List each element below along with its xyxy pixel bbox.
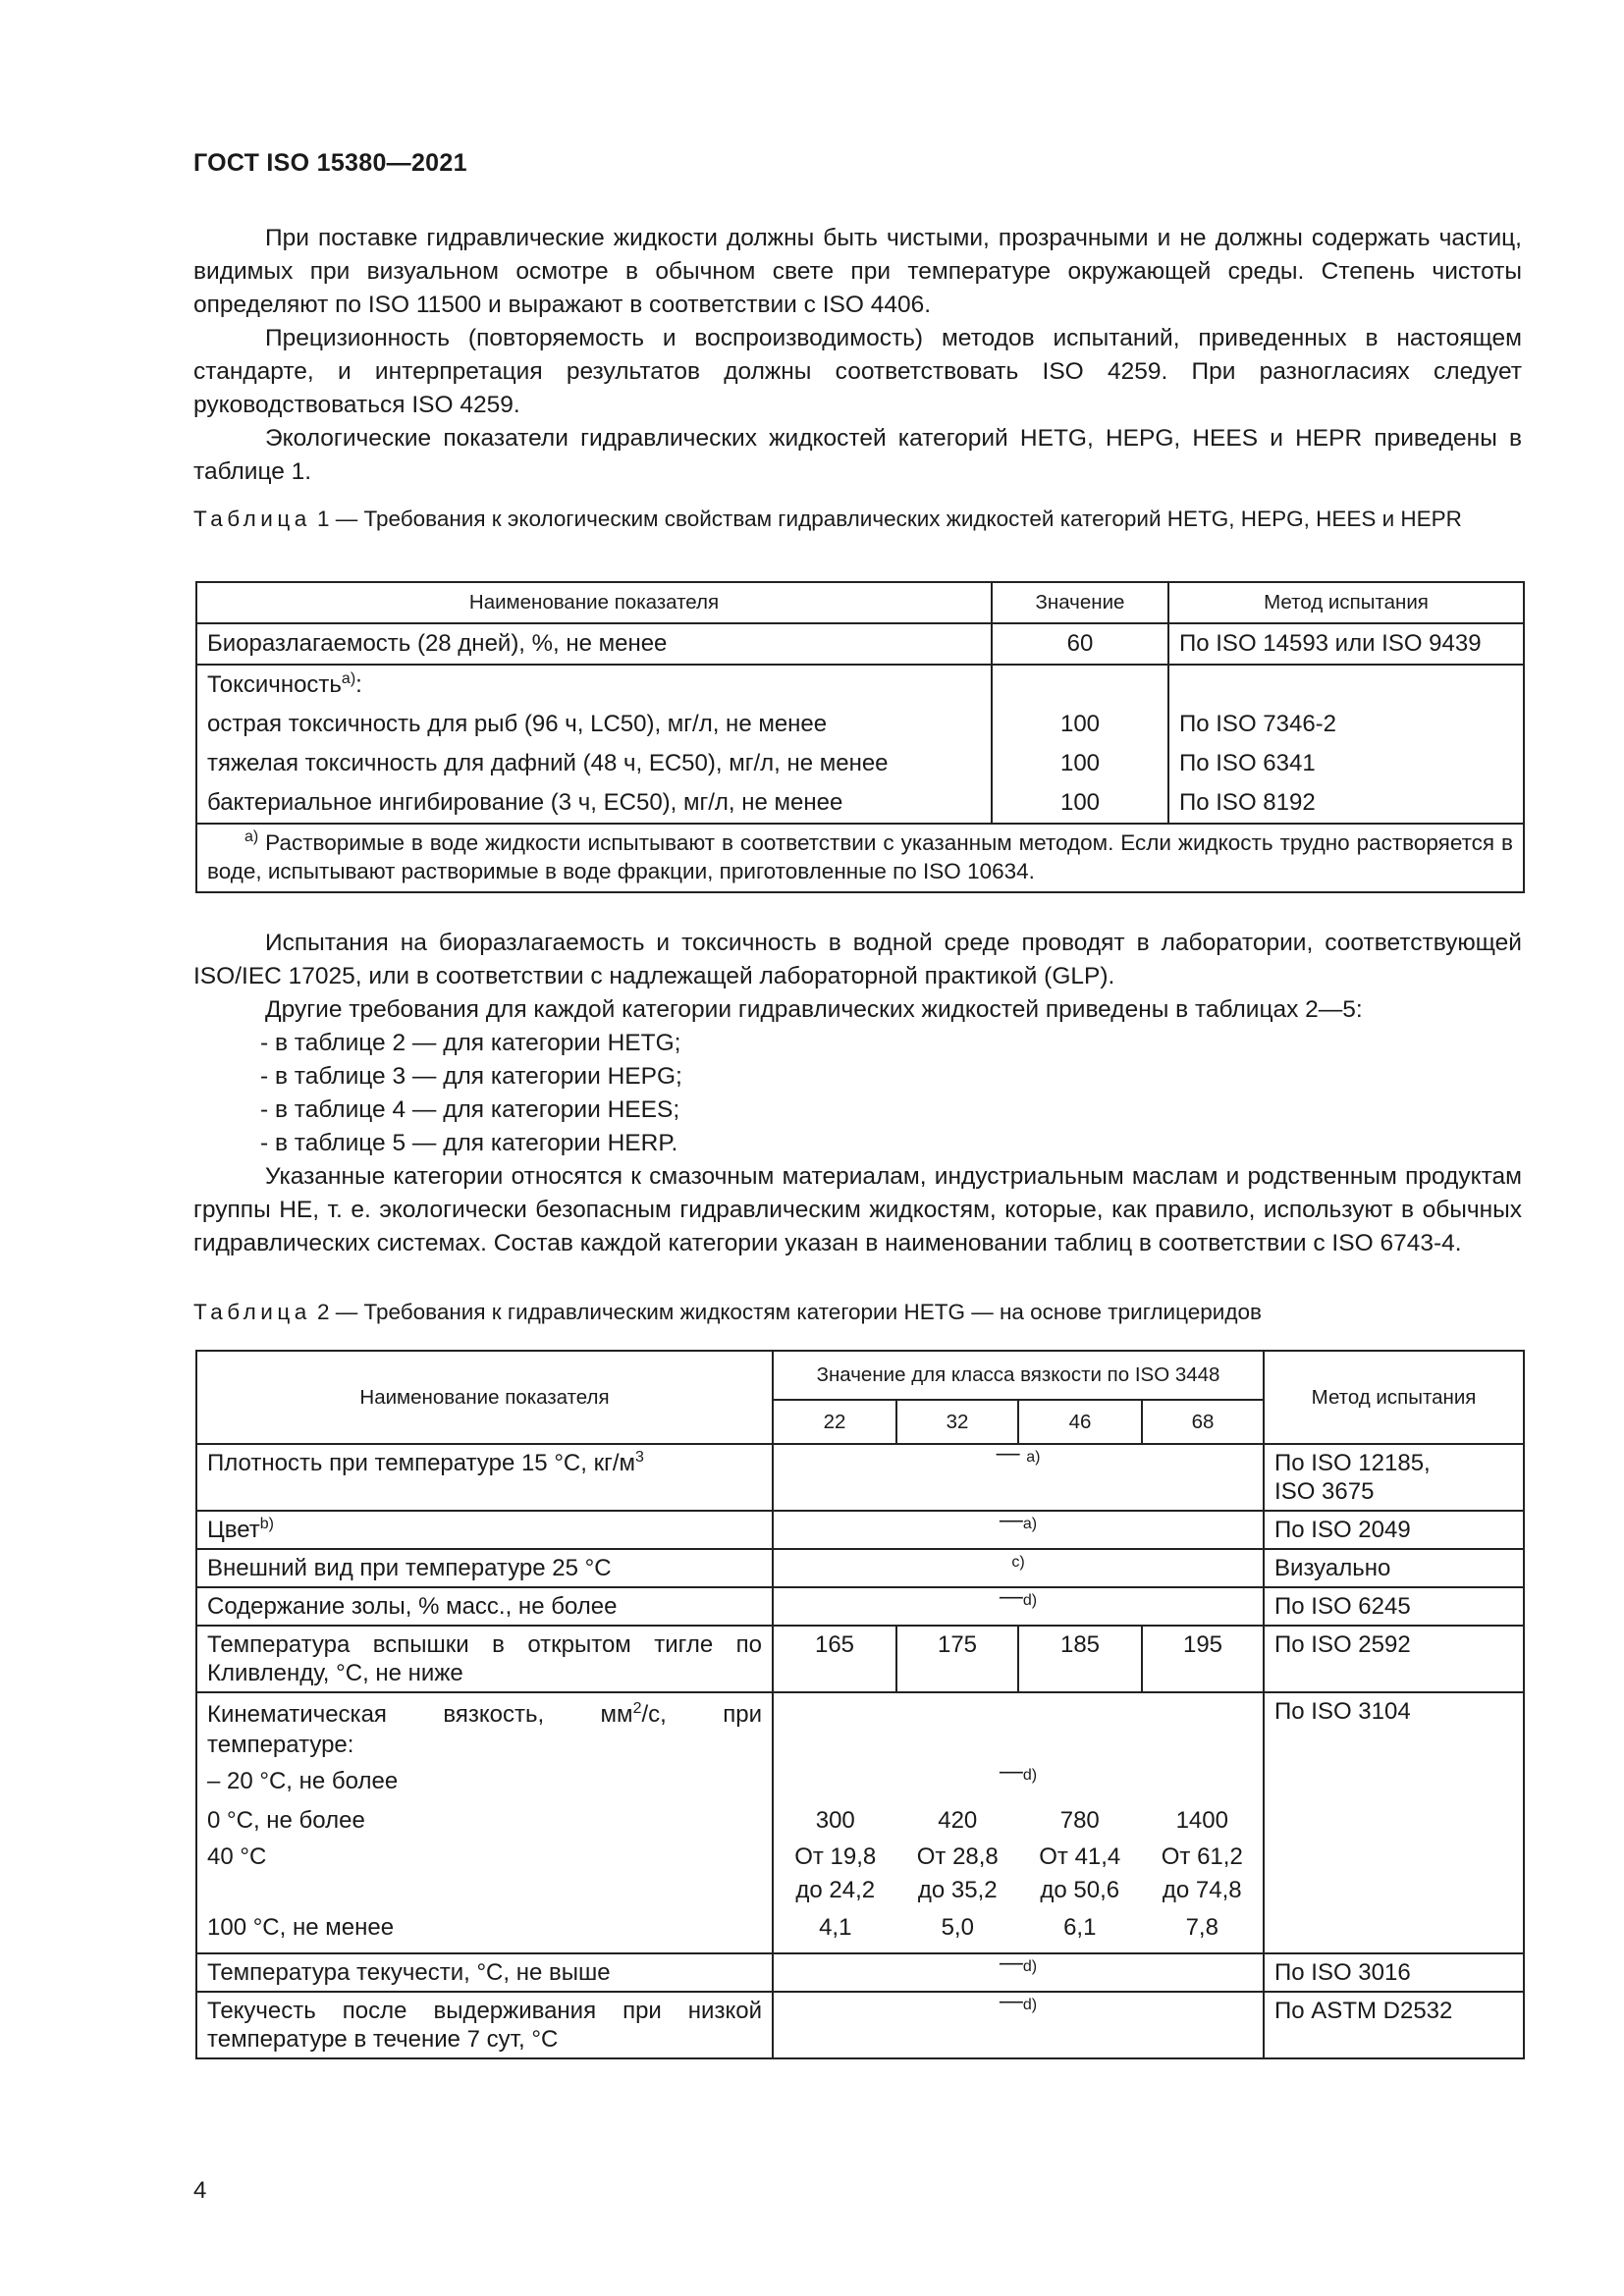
paragraph: Прецизионность (повторяемость и воспроизводимость) методов испытаний, приведенных в настоящем стандарте, и интерпретация результатов должны соответствовать ISO 4259. При разногласиях следует руководствоваться ISO 4259. (193, 325, 1522, 418)
table-cell: бактериальное ингибирование (3 ч, EC50), мг/л, не менее (196, 783, 992, 824)
table-cell: По ISO 2049 (1264, 1511, 1524, 1549)
value-cell: 7,8 (1185, 1914, 1218, 1941)
dash: — (999, 1988, 1023, 2014)
table-row (196, 744, 1524, 783)
value-cell (1142, 1841, 1264, 1909)
value-line: От 19,8 (794, 1843, 877, 1870)
row-label: 0 °C, не более (207, 1807, 365, 1834)
dash: — (999, 1507, 1023, 1533)
table-cell: 165 (773, 1626, 896, 1692)
table-cell: Содержание золы, % масс., не более (196, 1587, 773, 1626)
viscosity-label (207, 1699, 762, 1760)
document-header: ГОСТ ISO 15380—2021 (193, 149, 467, 177)
table-row (196, 1444, 1524, 1511)
table-row (196, 1992, 1524, 2058)
table-cell: Визуально (1264, 1549, 1524, 1587)
table2-hetg (195, 1350, 1525, 2059)
footnote-ref: a) (1022, 1516, 1038, 1532)
table-row (196, 1692, 1524, 1953)
dash: — (999, 1758, 1023, 1785)
column-header: Наименование показателя (196, 1351, 773, 1444)
column-header: Наименование показателя (196, 582, 992, 623)
value-cell: 420 (938, 1807, 978, 1834)
table-cell: Температура текучести, °C, не выше (196, 1953, 773, 1992)
table1-caption-text: 1 — Требования к экологическим свойствам гидравлических жидкостей категорий HETG, HEPG, HEES и HEPR (310, 507, 1462, 531)
cell-text: ISO 3675 (1274, 1478, 1375, 1505)
cell-text: /с, при температуре: (207, 1701, 762, 1758)
table-cell: 100 (992, 705, 1168, 744)
table2-caption (193, 1298, 1522, 1327)
cell-text: : (355, 671, 362, 698)
value-cell (897, 1841, 1019, 1909)
table-cell: 195 (1142, 1626, 1264, 1692)
column-group-header: Значение для класса вязкости по ISO 3448 (773, 1351, 1264, 1400)
table-cell: острая токсичность для рыб (96 ч, LC50), мг/л, не менее (196, 705, 992, 744)
table-cell (196, 1692, 773, 1953)
footnote-ref: a) (341, 670, 356, 687)
table-cell: 100 (992, 783, 1168, 824)
value-line: до 24,2 (795, 1877, 876, 1903)
value-line: От 41,4 (1039, 1843, 1121, 1870)
cell-text: Кинематическая вязкость, мм (207, 1701, 633, 1728)
table-cell: По ISO 6245 (1264, 1587, 1524, 1626)
value-cell: 4,1 (819, 1914, 852, 1941)
table-row (196, 1953, 1524, 1992)
row-label: 100 °C, не менее (207, 1914, 395, 1941)
table-cell (196, 1444, 773, 1511)
value-line: до 35,2 (917, 1877, 998, 1903)
table-cell: По ISO 3016 (1264, 1953, 1524, 1992)
value-line: до 50,6 (1040, 1877, 1120, 1903)
class-header: 32 (896, 1400, 1018, 1444)
superscript: 3 (635, 1449, 644, 1466)
table-footnote-row (196, 824, 1524, 892)
viscosity-m20 (774, 1758, 1263, 1801)
value-cell (1018, 1841, 1142, 1909)
value-cell: 1400 (1175, 1807, 1228, 1834)
page-number: 4 (193, 2177, 207, 2204)
superscript: 2 (632, 1700, 642, 1717)
table-row (196, 1549, 1524, 1587)
table2-caption-label: Таблица (193, 1300, 311, 1324)
value-line: до 74,8 (1162, 1877, 1242, 1903)
table-row (196, 705, 1524, 744)
paragraph: Другие требования для каждой категории гидравлических жидкостей приведены в таблицах 2—5: (265, 996, 1363, 1023)
footnote-ref: d) (1022, 1958, 1038, 1975)
cell-text: Плотность при температуре 15 °C, кг/м (207, 1450, 636, 1476)
table-cell: По ISO 6341 (1168, 744, 1524, 783)
table-header-row (196, 1351, 1524, 1400)
list-item: - в таблице 4 — для категории HEES; (260, 1096, 680, 1123)
table-cell: 100 (992, 744, 1168, 783)
class-header: 46 (1018, 1400, 1142, 1444)
table-cell: 175 (896, 1626, 1018, 1692)
value-cell: 6,1 (1063, 1914, 1097, 1941)
table-cell (773, 1549, 1264, 1587)
cell-text: Токсичность (207, 671, 342, 698)
table-cell (773, 1440, 1264, 1511)
dash: — (999, 1949, 1023, 1976)
footnote-ref: b) (259, 1516, 275, 1532)
table-cell: Внешний вид при температуре 25 °C (196, 1549, 773, 1587)
table-cell: Биоразлагаемость (28 дней), %, не менее (196, 623, 992, 665)
value-line: От 28,8 (916, 1843, 999, 1870)
table-cell (773, 1988, 1264, 2058)
footnote-mark: a) (244, 828, 259, 845)
paragraph: Указанные категории относятся к смазочным материалам, индустриальным маслам и родственным продуктам группы НЕ, т. е. экологически безопасным гидравлическим жидкостям, которые, как правило, используют в обычных гидравлических системах. Состав каждой категории указан в наименовании таблиц в соответствии с ISO 6743-4. (193, 1163, 1522, 1256)
table-cell (773, 1583, 1264, 1626)
table-cell (773, 1507, 1264, 1549)
column-header: Метод испытания (1264, 1351, 1524, 1444)
table-cell (196, 1511, 773, 1549)
table-cell: тяжелая токсичность для дафний (48 ч, EC50), мг/л, не менее (196, 744, 992, 783)
class-header: 68 (1142, 1400, 1264, 1444)
table-row (196, 1587, 1524, 1626)
list-item: - в таблице 3 — для категории HEPG; (260, 1063, 682, 1090)
value-cell (774, 1841, 897, 1909)
table-cell: По ISO 8192 (1168, 783, 1524, 824)
list-item: - в таблице 2 — для категории HETG; (260, 1030, 681, 1056)
table-row (196, 1511, 1524, 1549)
table-cell: Температура вспышки в открытом тигле по Кливленду, °C, не ниже (196, 1626, 773, 1692)
footnote-ref: d) (1022, 1592, 1038, 1609)
row-label: 40 °C (207, 1843, 267, 1870)
middle-text (193, 927, 1522, 1260)
table-header-row (196, 582, 1524, 623)
table-cell: 60 (992, 623, 1168, 665)
column-header: Метод испытания (1168, 582, 1524, 623)
table1-caption-label: Таблица (193, 507, 311, 531)
class-header: 22 (773, 1400, 896, 1444)
paragraph: При поставке гидравлические жидкости должны быть чистыми, прозрачными и не должны содержать частиц, видимых при визуальном осмотре в обычном свете при температуре окружающей среды. Степень чистоты определяют по ISO 11500 и выражают в соответствии с ISO 4406. (193, 225, 1522, 318)
table-cell (773, 1949, 1264, 1992)
table-cell (196, 665, 992, 705)
table-cell: По ISO 3104 (1264, 1692, 1524, 1953)
table-cell: 185 (1018, 1626, 1142, 1692)
cell-text: Цвет (207, 1517, 260, 1543)
dash: — (996, 1440, 1020, 1467)
table-cell: По ISO 14593 или ISO 9439 (1168, 623, 1524, 665)
value-cell: 5,0 (941, 1914, 974, 1941)
table1-caption (193, 505, 1522, 534)
table-row (196, 783, 1524, 824)
table1-environmental (195, 581, 1525, 893)
viscosity-values (773, 1692, 1264, 1953)
table2-caption-text: 2 — Требования к гидравлическим жидкостям категории HETG — на основе триглицеридов (310, 1300, 1262, 1324)
row-label: – 20 °C, не более (207, 1768, 399, 1794)
viscosity-100c (774, 1909, 1263, 1947)
column-header: Значение (992, 582, 1168, 623)
table-cell: Текучесть после выдерживания при низкой температуре в течение 7 сут, °C (196, 1992, 773, 2058)
footnote-ref: c) (1011, 1554, 1025, 1571)
cell-text: По ISO 12185, (1274, 1450, 1431, 1476)
value-cell: 300 (815, 1807, 855, 1834)
footnote-text: Растворимые в воде жидкости испытывают в соответствии с указанным методом. Если жидкость трудно растворяется в воде, испытывают растворимые в воде фракции, приготовленные по ISO 10634. (207, 830, 1513, 883)
table-row (196, 623, 1524, 665)
value-cell: 780 (1059, 1807, 1100, 1834)
viscosity-40c (774, 1841, 1263, 1909)
table-cell: По ISO 2592 (1264, 1626, 1524, 1692)
list-item: - в таблице 5 — для категории HERP. (260, 1130, 678, 1156)
table-cell (992, 665, 1168, 705)
table-cell (1168, 665, 1524, 705)
table-cell: По ASTM D2532 (1264, 1992, 1524, 2058)
table-footnote (196, 824, 1524, 892)
table-cell (1264, 1444, 1524, 1511)
footnote-ref: a) (1026, 1449, 1041, 1466)
paragraph: Экологические показатели гидравлических жидкостей категорий HETG, HEPG, HEES и HEPR приведены в таблице 1. (193, 425, 1522, 485)
footnote-ref: d) (1022, 1997, 1038, 2013)
dash: — (999, 1583, 1023, 1610)
value-line: От 61,2 (1161, 1843, 1243, 1870)
table-row (196, 665, 1524, 705)
table-cell: По ISO 7346-2 (1168, 705, 1524, 744)
intro-text (193, 222, 1522, 489)
paragraph: Испытания на биоразлагаемость и токсичность в водной среде проводят в лаборатории, соответствующей ISO/IEC 17025, или в соответствии с надлежащей лабораторной практикой (GLP). (193, 930, 1522, 989)
footnote-ref: d) (1022, 1767, 1038, 1784)
table-row (196, 1626, 1524, 1692)
viscosity-0c (774, 1801, 1263, 1841)
